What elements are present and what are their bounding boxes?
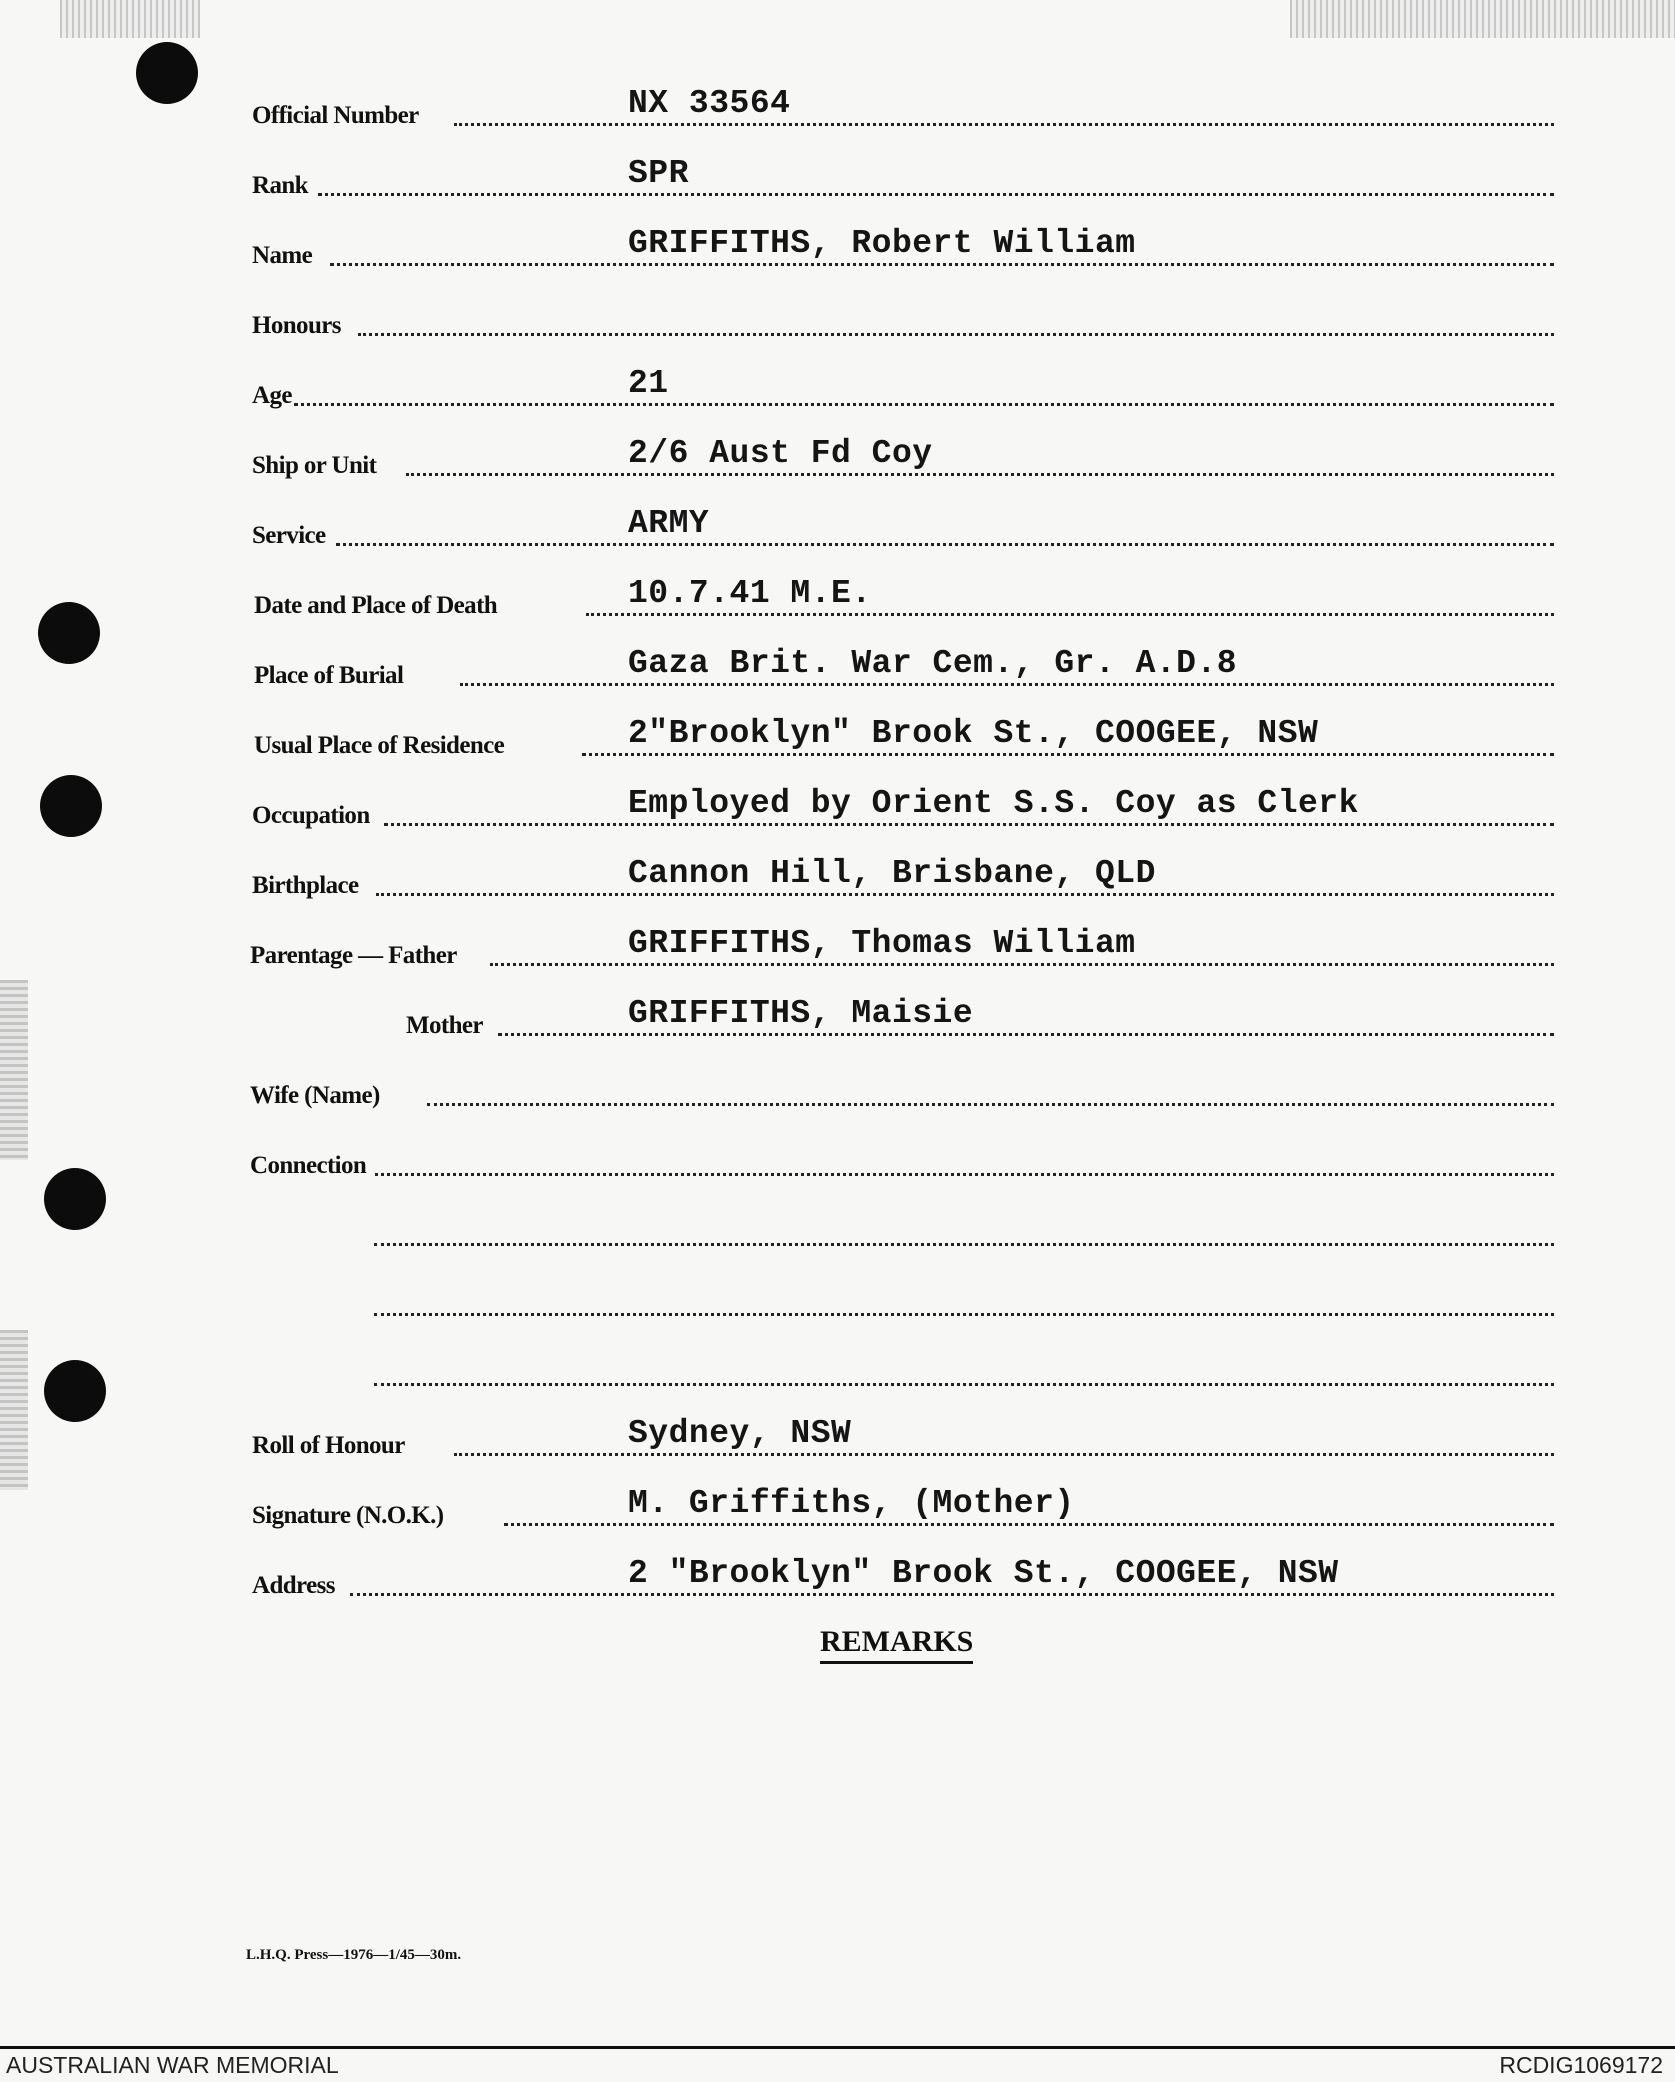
dotted-line	[376, 893, 1554, 896]
field-row	[0, 638, 1560, 694]
field-row	[0, 78, 1560, 134]
field-value: Cannon Hill, Brisbane, QLD	[628, 855, 1156, 892]
scan-smudge-top-right	[1290, 0, 1675, 38]
dotted-line	[336, 543, 1554, 546]
field-label: Name	[252, 242, 313, 269]
dotted-line	[454, 1453, 1554, 1456]
field-value: M. Griffiths, (Mother)	[628, 1485, 1075, 1522]
field-value: 2"Brooklyn" Brook St., COOGEE, NSW	[628, 715, 1319, 752]
field-value: GRIFFITHS, Thomas William	[628, 925, 1136, 962]
footer-record-id: RCDIG1069172	[1499, 2052, 1663, 2078]
dotted-line	[460, 683, 1554, 686]
field-value: Employed by Orient S.S. Coy as Clerk	[628, 785, 1359, 822]
field-row	[0, 498, 1560, 554]
field-label: Service	[252, 522, 326, 549]
field-row	[0, 1478, 1560, 1534]
field-row	[0, 1548, 1560, 1604]
field-label: Honours	[252, 312, 341, 339]
dotted-line	[374, 1243, 1554, 1246]
field-label: Wife (Name)	[250, 1082, 380, 1109]
field-row	[0, 218, 1560, 274]
dotted-line	[318, 193, 1554, 196]
field-value: NX 33564	[628, 85, 791, 122]
field-label: Connection	[250, 1152, 367, 1179]
remarks-heading: REMARKS	[820, 1625, 973, 1664]
field-label: Birthplace	[252, 872, 359, 899]
field-row	[0, 148, 1560, 204]
scan-smudge-top	[60, 0, 200, 38]
field-row	[0, 1058, 1560, 1114]
dotted-line	[498, 1033, 1554, 1036]
field-label: Usual Place of Residence	[254, 732, 505, 759]
field-value: 2 "Brooklyn" Brook St., COOGEE, NSW	[628, 1555, 1339, 1592]
field-label: Ship or Unit	[252, 452, 377, 479]
field-value: 21	[628, 365, 669, 402]
dotted-line	[384, 823, 1554, 826]
dotted-line	[586, 613, 1554, 616]
field-label: Place of Burial	[254, 662, 404, 689]
field-value: GRIFFITHS, Robert William	[628, 225, 1136, 262]
field-row	[0, 988, 1560, 1044]
field-label: Address	[252, 1572, 335, 1599]
footer-rule	[0, 2046, 1675, 2049]
field-row	[0, 778, 1560, 834]
field-value: Gaza Brit. War Cem., Gr. A.D.8	[628, 645, 1238, 682]
dotted-line	[294, 403, 1554, 406]
field-row	[0, 1128, 1560, 1184]
field-label: Age	[252, 382, 292, 409]
field-row	[0, 1338, 1560, 1394]
dotted-line	[374, 1313, 1554, 1316]
dotted-line	[427, 1103, 1554, 1106]
dotted-line	[375, 1173, 1554, 1176]
field-row	[0, 568, 1560, 624]
field-row	[0, 358, 1560, 414]
field-row	[0, 1268, 1560, 1324]
dotted-line	[490, 963, 1554, 966]
field-value: SPR	[628, 155, 689, 192]
field-label: Occupation	[252, 802, 370, 829]
field-label: Rank	[252, 172, 308, 199]
field-row	[0, 1198, 1560, 1254]
field-row	[0, 708, 1560, 764]
field-label: Roll of Honour	[252, 1432, 405, 1459]
dotted-line	[582, 753, 1554, 756]
field-value: Sydney, NSW	[628, 1415, 852, 1452]
field-label: Date and Place of Death	[254, 592, 498, 619]
field-value: GRIFFITHS, Maisie	[628, 995, 974, 1032]
field-value: ARMY	[628, 505, 710, 542]
printer-imprint: L.H.Q. Press—1976—1/45—30m.	[246, 1947, 462, 1963]
field-row	[0, 1408, 1560, 1464]
field-label: Parentage — Father	[250, 942, 457, 969]
dotted-line	[374, 1383, 1554, 1386]
dotted-line	[330, 263, 1554, 266]
field-value: 10.7.41 M.E.	[628, 575, 872, 612]
footer-institution: AUSTRALIAN WAR MEMORIAL	[6, 2052, 339, 2078]
dotted-line	[454, 123, 1554, 126]
field-row	[0, 848, 1560, 904]
field-value: 2/6 Aust Fd Coy	[628, 435, 933, 472]
field-label: Official Number	[252, 102, 419, 129]
dotted-line	[350, 1593, 1554, 1596]
field-row	[0, 428, 1560, 484]
dotted-line	[358, 333, 1554, 336]
field-row	[0, 288, 1560, 344]
field-label: Mother	[406, 1012, 483, 1039]
field-row	[0, 918, 1560, 974]
field-label: Signature (N.O.K.)	[252, 1502, 444, 1529]
dotted-line	[504, 1523, 1554, 1526]
dotted-line	[406, 473, 1554, 476]
